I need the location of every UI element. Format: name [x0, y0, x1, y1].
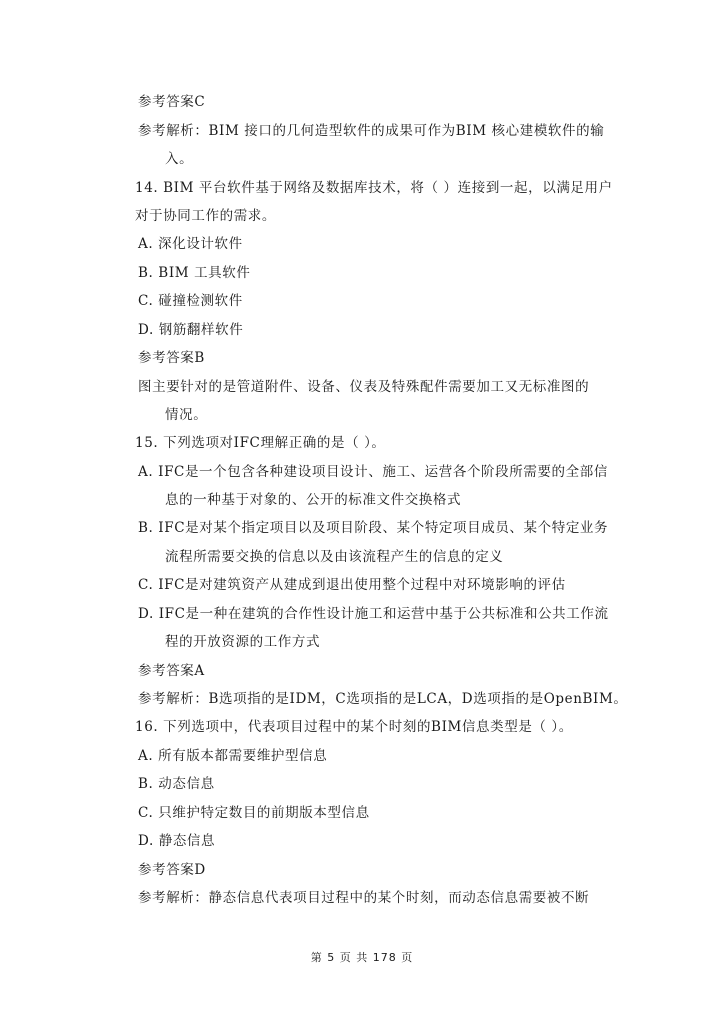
answer-key-13: 参考答案C [138, 94, 206, 110]
explanation-13-cont: 入。 [165, 151, 194, 167]
option-16-d: D. 静态信息 [138, 833, 216, 849]
explanation-16: 参考解析：静态信息代表项目过程中的某个时刻，而动态信息需要被不断 [138, 890, 590, 906]
answer-key-16: 参考答案D [138, 862, 206, 878]
option-14-c: C. 碰撞检测软件 [138, 293, 243, 309]
option-14-d: D. 钢筋翻样软件 [138, 322, 244, 338]
explanation-13: 参考解析：BIM 接口的几何造型软件的成果可作为BIM 核心建模软件的输 [138, 123, 605, 139]
option-16-b: B. 动态信息 [138, 776, 215, 792]
question-15: 15. 下列选项对IFC理解正确的是（ ）。 [135, 435, 386, 451]
option-14-b: B. BIM 工具软件 [138, 265, 251, 281]
question-16: 16. 下列选项中，代表项目过程中的某个时刻的BIM信息类型是（ ）。 [135, 719, 573, 735]
answer-key-15: 参考答案A [138, 663, 205, 679]
option-15-c: C. IFC是对建筑资产从建成到退出使用整个过程中对环境影响的评估 [138, 577, 566, 593]
answer-key-14: 参考答案B [138, 350, 205, 366]
option-16-c: C. 只维护特定数目的前期版本型信息 [138, 805, 370, 821]
option-15-b-cont: 流程所需要交换的信息以及由该流程产生的信息的定义 [165, 549, 504, 565]
explanation-14-cont: 情况。 [165, 407, 208, 423]
option-15-d: D. IFC是一种在建筑的合作性设计施工和运营中基于公共标准和公共工作流 [138, 606, 609, 622]
option-16-a: A. 所有版本都需要维护型信息 [138, 748, 328, 764]
option-15-d-cont: 程的开放资源的工作方式 [165, 634, 321, 650]
explanation-14: 图主要针对的是管道附件、设备、仪表及特殊配件需要加工又无标准图的 [138, 379, 590, 395]
page-number-footer: 第 5 页 共 178 页 [310, 951, 414, 964]
option-14-a: A. 深化设计软件 [138, 236, 243, 252]
explanation-15: 参考解析：B选项指的是IDM，C选项指的是LCA，D选项指的是OpenBIM。 [138, 691, 628, 707]
option-15-a-cont: 息的一种基于对象的、公开的标准文件交换格式 [165, 492, 462, 508]
option-15-b: B. IFC是对某个指定项目以及项目阶段、某个特定项目成员、某个特定业务 [138, 520, 609, 536]
question-14: 14. BIM 平台软件基于网络及数据库技术，将（ ）连接到一起，以满足用户 [135, 180, 613, 196]
option-15-a: A. IFC是一个包含各种建设项目设计、施工、运营各个阶段所需要的全部信 [138, 464, 608, 480]
question-14-cont: 对于协同工作的需求。 [135, 208, 276, 224]
